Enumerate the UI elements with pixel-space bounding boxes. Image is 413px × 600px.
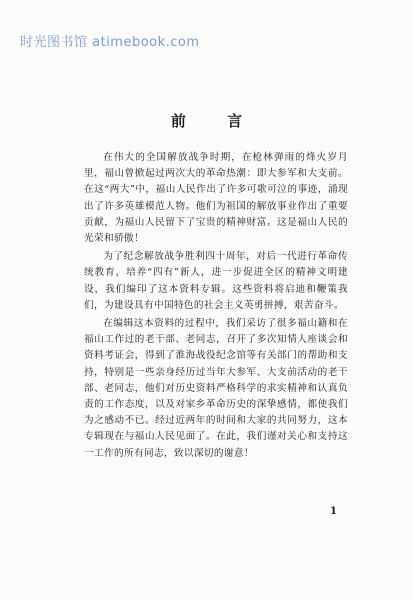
paragraph-2: 为了纪念解放战争胜利四十周年，对后一代进行革命传统教育，培养“四有”新人，进一步促进全区的精神文明建设，我们编印了这本资料专辑。这些资料将启迪和鞭策我们，为建设具有中国特色的社会主义英勇拼搏，艰苦奋斗。	[84, 251, 348, 311]
watermark: 时光图书馆 atimebook.com	[20, 35, 200, 50]
preface-body	[84, 150, 348, 464]
paragraph-1: 在伟大的全国解放战争时期，在枪林弹雨的烽火岁月里，福山曾掀起过两次大的革命热潮：即大参军和大支前。在这“两大”中，福山人民作出了许多可歌可泣的事迹，涌现出了许多英雄模范人物。他们为祖国的解放事业作出了重要贡献，为福山人民留下了宝贵的精神财富。这是福山人民的光荣和骄傲！	[84, 152, 348, 245]
page-title: 前 言	[170, 112, 261, 130]
paragraph-3: 在编辑这本资料的过程中，我们采访了很多福山籍和在福山工作过的老干部、老同志，召开了多次知情人座谈会和资料考证会，得到了淮海战役纪念馆等有关部门的帮助和支持，特别是一些亲身经历过当年大参军、大支前活动的老干部、老同志，他们对历史资料严格科学的求实精神和认真负责的工作态度，以及对家乡革命历史的深挚感情，都使我们为之感动不已。经过近两年的时间和大家的共同努力，这本专辑现在与福山人民见面了。在此，我们谨对关心和支持这一工作的所有同志，致以深切的谢意！	[84, 318, 348, 459]
page-number: 1	[330, 506, 337, 517]
